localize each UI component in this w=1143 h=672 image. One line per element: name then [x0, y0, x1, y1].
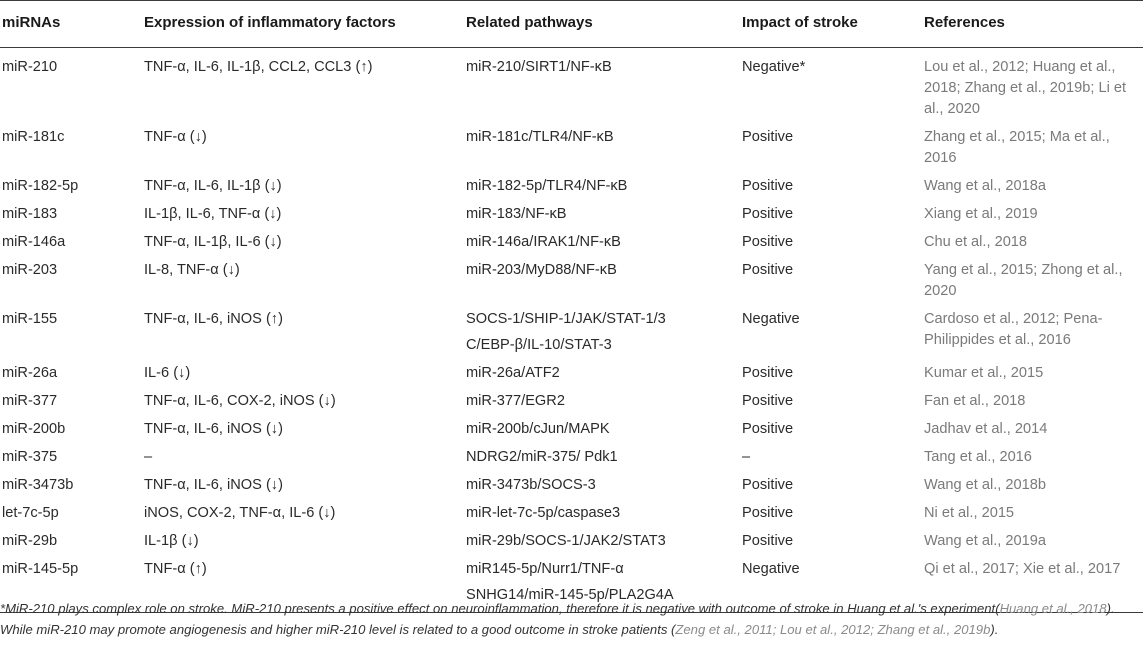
- footnote-citation-link[interactable]: Huang et al., 2018: [999, 601, 1107, 616]
- cell-expression: iNOS, COX-2, TNF-α, IL-6 (↓): [144, 505, 336, 521]
- footnote-citation-link[interactable]: Zeng et al., 2011; Lou et al., 2012; Zhang et al., 2019b: [675, 622, 991, 637]
- cell-references[interactable]: Cardoso et al., 2012; Pena-Philippides et al., 2016: [924, 311, 1103, 348]
- cell-impact: Positive: [742, 129, 794, 145]
- cell-impact: Positive: [742, 421, 794, 437]
- table-row: [0, 306, 1143, 360]
- cell-pathways: [464, 201, 740, 229]
- table-footnote: [0, 598, 1136, 640]
- table-row: [0, 257, 1143, 306]
- footnote-text: *MiR-210 plays complex role on stroke. MiR-210 presents a positive effect on neuroinflammation, therefore it is negative with outcome of stroke in Huang et al.'s experiment(: [0, 601, 1000, 616]
- cell-mirna: miR-145-5p: [0, 556, 142, 613]
- table-row: [0, 124, 1143, 173]
- cell-references[interactable]: Kumar et al., 2015: [924, 365, 1044, 381]
- cell-impact: Negative: [740, 556, 922, 613]
- cell-mirna: miR-377: [2, 393, 58, 409]
- cell-mirna: miR-375: [2, 449, 58, 465]
- cell-impact: Positive: [742, 393, 794, 409]
- cell-mirna: miR-181c: [2, 129, 65, 145]
- header-mirnas: miRNAs: [0, 1, 142, 48]
- table-row: [0, 360, 1143, 388]
- cell-expression: TNF-α, IL-6, COX-2, iNOS (↓): [144, 393, 336, 409]
- cell-expression: TNF-α, IL-6, IL-1β, CCL2, CCL3 (↑): [144, 59, 373, 75]
- cell-references[interactable]: Qi et al., 2017; Xie et al., 2017: [922, 556, 1143, 613]
- pathway-line: miR-203/MyD88/NF-κB: [466, 262, 617, 278]
- pathway-line: miR-183/NF-κB: [466, 206, 567, 222]
- cell-references[interactable]: Zhang et al., 2015; Ma et al., 2016: [924, 129, 1110, 166]
- pathway-line: miR-146a/IRAK1/NF-κB: [466, 234, 621, 250]
- cell-references[interactable]: Jadhav et al., 2014: [924, 421, 1048, 437]
- footnote-text: ). While miR-210 may promote angiogenesis and higher miR-210 level is related to a good outcome in stroke patients (: [0, 601, 1115, 637]
- header-pathways: Related pathways: [464, 1, 740, 48]
- cell-pathways: [464, 416, 740, 444]
- pathway-line: NDRG2/miR-375/ Pdk1: [466, 449, 618, 465]
- pathway-line: miR-let-7c-5p/caspase3: [466, 505, 621, 521]
- cell-impact: Positive: [742, 505, 794, 521]
- header-expression: Expression of inflammatory factors: [142, 1, 464, 48]
- cell-pathways: [464, 388, 740, 416]
- cell-expression: IL-6 (↓): [144, 365, 191, 381]
- pathway-line: miR-200b/cJun/MAPK: [466, 421, 610, 437]
- table-row: [0, 416, 1143, 444]
- pathway-line: miR-377/EGR2: [466, 393, 565, 409]
- cell-mirna: miR-146a: [2, 234, 66, 250]
- cell-impact: Positive: [742, 477, 794, 493]
- cell-expression: TNF-α, IL-6, iNOS (↓): [144, 421, 283, 437]
- header-references: References: [922, 1, 1143, 48]
- table-row: [0, 500, 1143, 528]
- cell-expression: TNF-α (↓): [144, 129, 207, 145]
- pathway-line: miR-29b/SOCS-1/JAK2/STAT3: [466, 533, 666, 549]
- table-row: [0, 472, 1143, 500]
- pathway-line: miR-3473b/SOCS-3: [466, 477, 596, 493]
- table-header-row: [0, 1, 1143, 48]
- cell-references[interactable]: Wang et al., 2019a: [924, 533, 1046, 549]
- cell-pathways: [464, 173, 740, 201]
- pathway-line: C/EBP-β/IL-10/STAT-3: [466, 337, 612, 353]
- cell-impact: Positive: [742, 262, 794, 278]
- cell-pathways: [464, 444, 740, 472]
- cell-impact: Positive: [742, 533, 794, 549]
- cell-pathways: [464, 48, 740, 125]
- header-impact: Impact of stroke: [740, 1, 922, 48]
- cell-expression: TNF-α, IL-6, iNOS (↑): [144, 311, 283, 327]
- cell-impact: Negative*: [742, 59, 806, 75]
- cell-expression: TNF-α (↑): [142, 556, 464, 613]
- cell-expression: IL-8, TNF-α (↓): [144, 262, 240, 278]
- cell-pathways: [464, 360, 740, 388]
- cell-impact: Negative: [742, 311, 800, 327]
- cell-mirna: miR-29b: [2, 533, 58, 549]
- cell-impact: Positive: [742, 234, 794, 250]
- cell-mirna: miR-155: [2, 311, 58, 327]
- cell-mirna: miR-203: [2, 262, 58, 278]
- cell-references[interactable]: Xiang et al., 2019: [924, 206, 1038, 222]
- cell-impact: Positive: [742, 206, 794, 222]
- cell-expression: IL-1β, IL-6, TNF-α (↓): [144, 206, 282, 222]
- cell-pathways: [464, 528, 740, 556]
- pathway-line: SNHG14/miR-145-5p/PLA2G4A: [466, 587, 674, 603]
- cell-pathways: [464, 472, 740, 500]
- cell-references[interactable]: Ni et al., 2015: [924, 505, 1015, 521]
- cell-expression: TNF-α, IL-6, iNOS (↓): [144, 477, 283, 493]
- pathway-line: miR-26a/ATF2: [466, 365, 560, 381]
- table-row: [0, 444, 1143, 472]
- table-row: [0, 48, 1143, 125]
- cell-expression: TNF-α, IL-6, IL-1β (↓): [144, 178, 282, 194]
- cell-expression: TNF-α, IL-1β, IL-6 (↓): [144, 234, 282, 250]
- cell-mirna: miR-3473b: [2, 477, 74, 493]
- cell-expression: IL-1β (↓): [144, 533, 199, 549]
- cell-impact: –: [742, 449, 751, 465]
- pathway-line: SOCS-1/SHIP-1/JAK/STAT-1/3: [466, 311, 666, 327]
- cell-references[interactable]: Yang et al., 2015; Zhong et al., 2020: [924, 262, 1123, 299]
- table-row: [0, 173, 1143, 201]
- cell-pathways: [464, 257, 740, 306]
- pathway-line: miR-182-5p/TLR4/NF-κB: [466, 178, 628, 194]
- cell-mirna: miR-26a: [2, 365, 58, 381]
- cell-pathways: [464, 500, 740, 528]
- cell-references[interactable]: Wang et al., 2018b: [924, 477, 1046, 493]
- pathway-line: miR-210/SIRT1/NF-κB: [466, 59, 612, 75]
- cell-references[interactable]: Tang et al., 2016: [924, 449, 1032, 465]
- table-row: [0, 201, 1143, 229]
- cell-references[interactable]: Fan et al., 2018: [924, 393, 1026, 409]
- cell-pathways: [464, 229, 740, 257]
- table-row: [0, 528, 1143, 556]
- cell-mirna: miR-200b: [2, 421, 66, 437]
- cell-mirna: let-7c-5p: [2, 505, 59, 521]
- cell-pathways: [464, 124, 740, 173]
- cell-impact: Positive: [742, 365, 794, 381]
- table-row: [0, 229, 1143, 257]
- cell-references[interactable]: Wang et al., 2018a: [924, 178, 1046, 194]
- pathway-line: miR-181c/TLR4/NF-κB: [466, 129, 614, 145]
- cell-impact: Positive: [742, 178, 794, 194]
- cell-pathways: [464, 306, 740, 360]
- footnote-text: ).: [990, 622, 999, 637]
- cell-mirna: miR-182-5p: [2, 178, 79, 194]
- cell-mirna: miR-183: [2, 206, 58, 222]
- cell-references[interactable]: Lou et al., 2012; Huang et al., 2018; Zhang et al., 2019b; Li et al., 2020: [924, 59, 1127, 117]
- cell-references[interactable]: Chu et al., 2018: [924, 234, 1028, 250]
- cell-mirna: miR-210: [2, 59, 58, 75]
- cell-expression: –: [144, 449, 153, 465]
- table-row: [0, 388, 1143, 416]
- pathway-line: miR145-5p/Nurr1/TNF-α: [466, 561, 624, 577]
